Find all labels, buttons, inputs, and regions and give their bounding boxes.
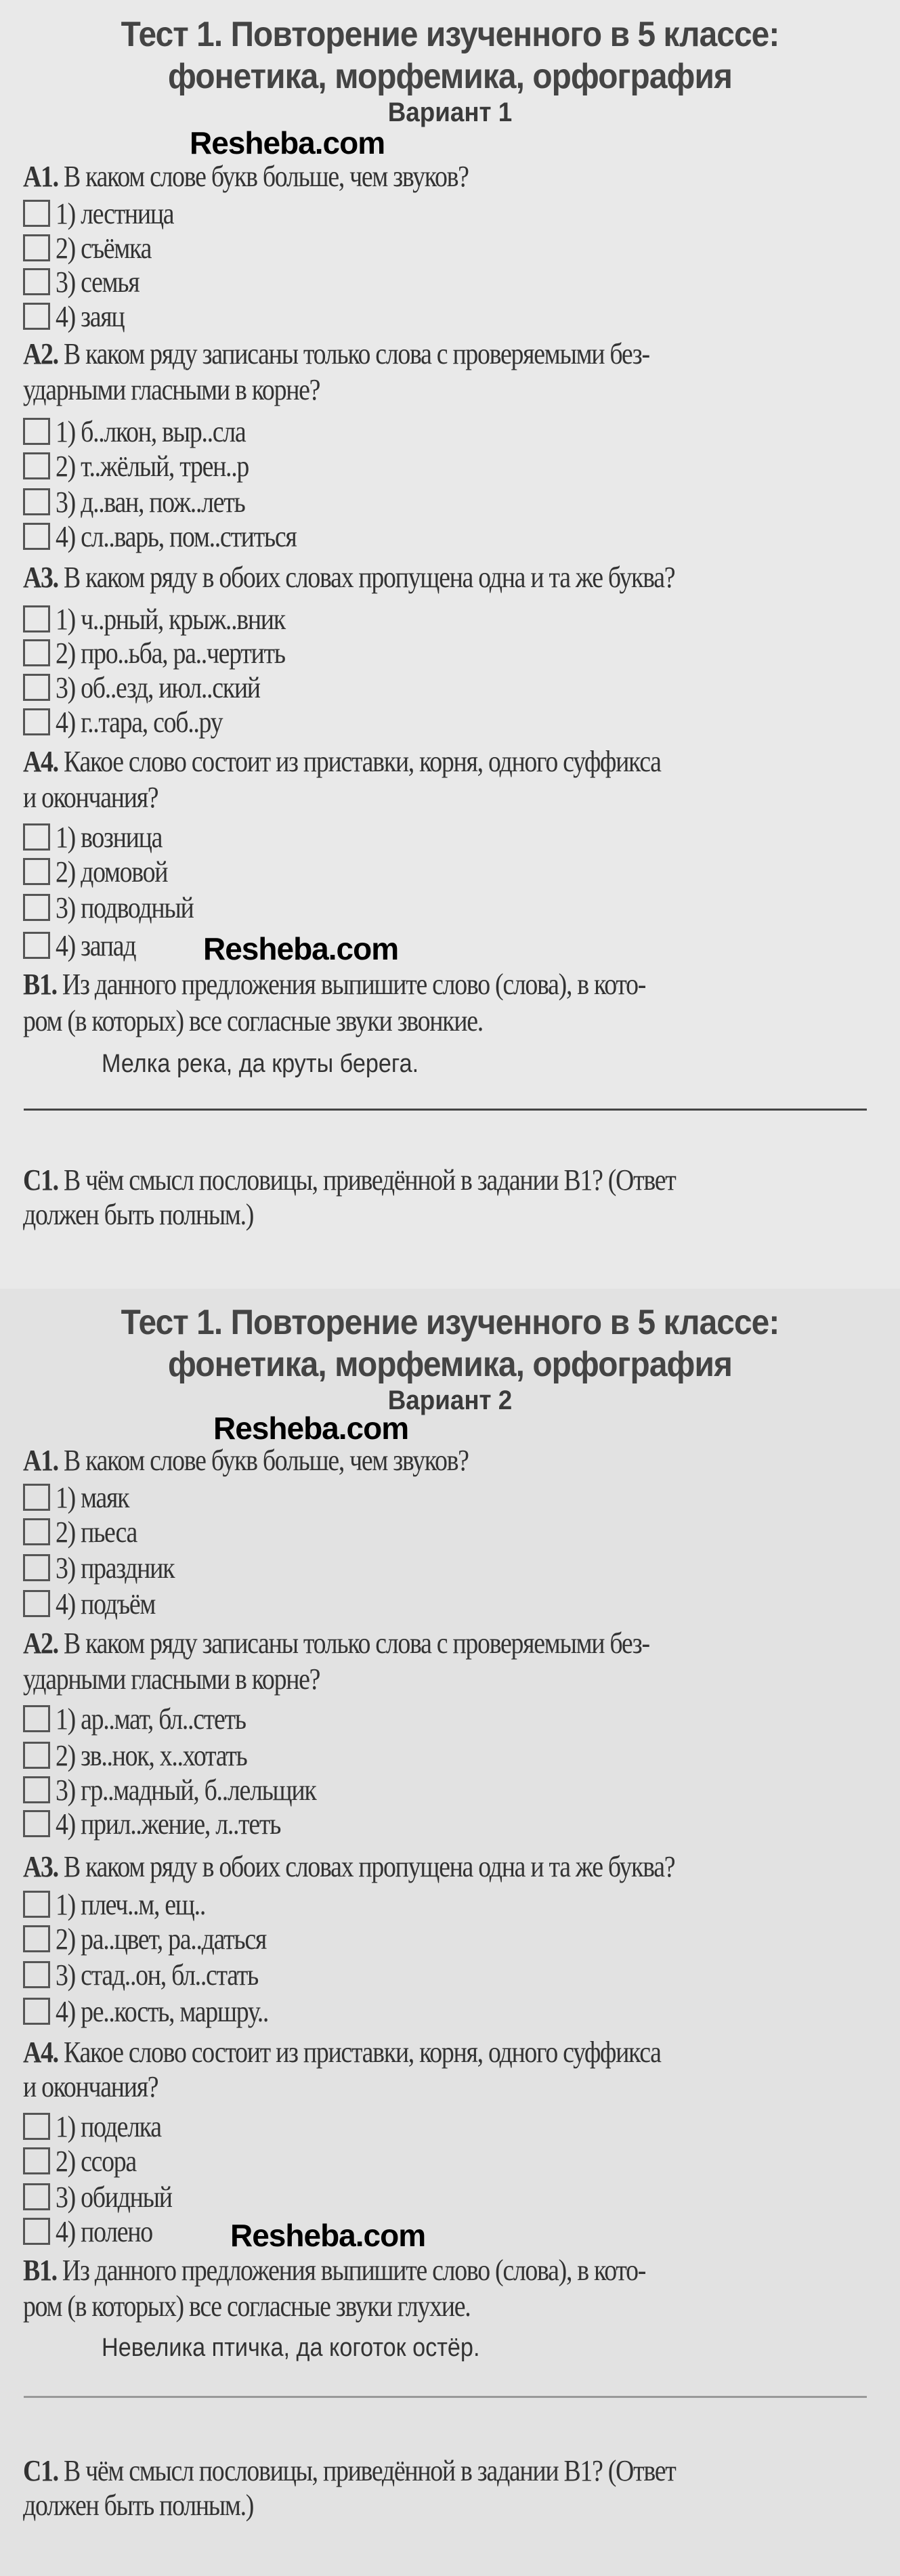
option-label: 1) ар..мат, бл..стеть — [56, 1702, 246, 1736]
question-a2-cont: ударными гласными в корне? — [23, 1662, 320, 1696]
checkbox[interactable] — [23, 1705, 50, 1732]
checkbox[interactable] — [23, 200, 50, 227]
answer-option[interactable] — [23, 264, 152, 299]
checkbox[interactable] — [23, 1961, 50, 1988]
question-b1-cont: ром (в которых) все согласные звуки глухие. — [23, 2290, 471, 2323]
option-label: 4) запад — [56, 928, 136, 962]
question-text: Какое слово состоит из приставки, корня, одного суффикса — [64, 745, 661, 778]
question-c1-cont: должен быть полным.) — [23, 2489, 254, 2522]
question-text: В чём смысл пословицы, приведённой в задании В1? (Ответ — [64, 2454, 676, 2487]
answer-option[interactable] — [23, 1806, 317, 1841]
question-a2 — [23, 337, 649, 372]
option-label: 1) плеч..м, ещ.. — [56, 1887, 206, 1921]
question-c1 — [23, 2453, 675, 2489]
variant-heading: Вариант 1 — [387, 98, 513, 127]
question-a2-cont: ударными гласными в корне? — [23, 373, 320, 406]
test-subtitle: фонетика, морфемика, орфография — [168, 57, 732, 96]
question-text: В чём смысл пословицы, приведённой в задании В1? (Ответ — [64, 1163, 676, 1197]
question-a1 — [23, 159, 469, 194]
question-number: А2. — [23, 1627, 58, 1660]
question-a4-cont: и окончания? — [23, 781, 158, 814]
checkbox[interactable] — [23, 858, 50, 885]
checkbox[interactable] — [23, 1998, 50, 2025]
checkbox[interactable] — [23, 823, 50, 851]
question-c1-cont: должен быть полным.) — [23, 1198, 254, 1231]
option-label: 3) гр..мадный, б..лельщик — [56, 1773, 316, 1807]
option-label: 3) д..ван, пож..леть — [56, 485, 245, 519]
option-label: 2) ссора — [56, 2144, 136, 2178]
watermark: Resheba.com — [203, 931, 399, 966]
question-text: В каком слове букв больше, чем звуков? — [64, 1444, 469, 1477]
question-text: В каком ряду в обоих словах пропущена одна и та же буква? — [64, 1850, 675, 1883]
option-label: 4) подъём — [56, 1587, 156, 1620]
answer-option[interactable] — [23, 230, 167, 265]
checkbox[interactable] — [23, 1891, 50, 1918]
question-text: В каком ряду записаны только слова с проверяемыми без- — [64, 337, 649, 370]
checkbox[interactable] — [23, 1776, 50, 1803]
answer-option[interactable] — [23, 2143, 149, 2178]
option-label: 1) ч..рный, крыж..вник — [56, 602, 285, 636]
option-label: 1) маяк — [56, 1480, 129, 1514]
answer-option[interactable] — [23, 448, 280, 484]
checkbox[interactable] — [23, 1590, 50, 1617]
question-number: В1. — [23, 968, 57, 1001]
checkbox[interactable] — [23, 1810, 50, 1837]
answer-option[interactable] — [23, 704, 249, 739]
checkbox[interactable] — [23, 452, 50, 479]
question-number: А1. — [23, 1444, 58, 1477]
checkbox[interactable] — [23, 1518, 50, 1545]
checkbox[interactable] — [23, 639, 50, 666]
answer-option[interactable] — [23, 1738, 278, 1773]
checkbox[interactable] — [23, 234, 50, 261]
answer-option[interactable] — [23, 928, 148, 963]
answer-option[interactable] — [23, 2109, 178, 2144]
option-label: 4) г..тара, соб..ру — [56, 705, 223, 739]
option-label: 1) возница — [56, 820, 163, 854]
answer-option[interactable] — [23, 1957, 291, 1992]
answer-option[interactable] — [23, 519, 335, 554]
answer-option[interactable] — [23, 1701, 276, 1736]
option-label: 2) пьеса — [56, 1515, 137, 1549]
option-label: 2) т..жёлый, трен..р — [56, 449, 249, 483]
watermark: Resheba.com — [230, 2218, 426, 2253]
checkbox[interactable] — [23, 1742, 50, 1769]
answer-option[interactable] — [23, 2179, 191, 2214]
checkbox[interactable] — [23, 488, 50, 515]
test-title: Тест 1. Повторение изученного в 5 классе: — [121, 1303, 779, 1342]
checkbox[interactable] — [23, 2218, 50, 2245]
checkbox[interactable] — [23, 1925, 50, 1952]
question-b1 — [23, 967, 645, 1002]
answer-option[interactable] — [23, 1514, 150, 1549]
option-label: 3) стад..он, бл..стать — [56, 1958, 258, 1992]
answer-option[interactable] — [23, 1772, 358, 1807]
proverb: Мелка река, да круты берега. — [102, 1050, 419, 1078]
option-label: 4) заяц — [56, 299, 125, 333]
answer-option[interactable] — [23, 854, 186, 889]
option-label: 1) поделка — [56, 2109, 161, 2143]
option-label: 4) полено — [56, 2214, 152, 2248]
answer-option[interactable] — [23, 670, 293, 705]
question-number: А2. — [23, 337, 58, 370]
question-number: В1. — [23, 2254, 57, 2287]
answer-option[interactable] — [23, 601, 322, 637]
option-label: 4) ре..кость, маршру.. — [56, 1994, 269, 2028]
option-label: 4) сл..варь, пом..ститься — [56, 519, 297, 553]
test-title: Тест 1. Повторение изученного в 5 классе: — [121, 15, 779, 54]
checkbox[interactable] — [23, 1554, 50, 1581]
option-label: 3) праздник — [56, 1551, 175, 1585]
question-number: А3. — [23, 1850, 58, 1883]
option-label: 3) обидный — [56, 2180, 172, 2214]
question-number: С1. — [23, 1163, 58, 1197]
checkbox[interactable] — [23, 894, 50, 921]
checkbox[interactable] — [23, 932, 50, 959]
answer-option[interactable] — [23, 1887, 230, 1922]
question-a4-cont: и окончания? — [23, 2070, 158, 2103]
checkbox[interactable] — [23, 303, 50, 330]
answer-option[interactable] — [23, 1921, 301, 1956]
answer-option[interactable] — [23, 1480, 141, 1515]
question-number: А4. — [23, 2036, 58, 2069]
proverb: Невелика птичка, да коготок остёр. — [102, 2334, 480, 2362]
question-a1 — [23, 1443, 469, 1478]
option-label: 1) лестница — [56, 196, 174, 230]
watermark: Resheba.com — [190, 125, 385, 160]
answer-option[interactable] — [23, 414, 276, 449]
option-label: 4) прил..жение, л..теть — [56, 1807, 281, 1841]
option-label: 2) про..ьба, ра..чертить — [56, 636, 285, 670]
question-text: Какое слово состоит из приставки, корня, одного суффикса — [64, 2036, 661, 2069]
answer-option[interactable] — [23, 299, 135, 334]
checkbox[interactable] — [23, 605, 50, 632]
option-label: 2) домовой — [56, 855, 168, 888]
answer-option[interactable] — [23, 1586, 171, 1621]
answer-line — [24, 1109, 867, 1111]
answer-option[interactable] — [23, 196, 193, 231]
answer-option[interactable] — [23, 1994, 303, 2029]
checkbox[interactable] — [23, 1484, 50, 1511]
answer-line — [24, 2396, 867, 2398]
option-label: 1) б..лкон, выр..сла — [56, 414, 246, 448]
question-b1 — [23, 2253, 645, 2288]
checkbox[interactable] — [23, 418, 50, 445]
option-label: 2) ра..цвет, ра..даться — [56, 1922, 266, 1956]
question-a4 — [23, 744, 661, 779]
option-label: 3) об..езд, июл..ский — [56, 670, 260, 704]
question-number: А1. — [23, 160, 58, 193]
checkbox[interactable] — [23, 2113, 50, 2140]
question-a3 — [23, 560, 674, 595]
watermark: Resheba.com — [213, 1411, 409, 1446]
question-text: В каком слове букв больше, чем звуков? — [64, 160, 469, 193]
question-b1-cont: ром (в которых) все согласные звуки звонкие. — [23, 1004, 483, 1037]
question-number: А4. — [23, 745, 58, 778]
question-a4 — [23, 2035, 661, 2070]
question-number: С1. — [23, 2454, 58, 2487]
option-label: 3) подводный — [56, 890, 194, 924]
answer-option[interactable] — [23, 1550, 194, 1585]
option-label: 2) зв..нок, х..хотать — [56, 1738, 247, 1772]
checkbox[interactable] — [23, 708, 50, 735]
checkbox[interactable] — [23, 268, 50, 295]
answer-option[interactable] — [23, 2214, 168, 2249]
question-text: Из данного предложения выпишите слово (слова), в кото- — [62, 968, 646, 1001]
option-label: 3) семья — [56, 265, 140, 299]
question-c1 — [23, 1163, 675, 1198]
checkbox[interactable] — [23, 2147, 50, 2174]
question-number: А3. — [23, 561, 58, 594]
checkbox[interactable] — [23, 523, 50, 550]
option-label: 2) съёмка — [56, 231, 152, 265]
question-a2 — [23, 1626, 649, 1661]
answer-option[interactable] — [23, 484, 276, 519]
question-text: В каком ряду записаны только слова с проверяемыми без- — [64, 1627, 649, 1660]
question-text: В каком ряду в обоих словах пропущена одна и та же буква? — [64, 561, 675, 594]
checkbox[interactable] — [23, 674, 50, 701]
question-text: Из данного предложения выпишите слово (слова), в кото- — [62, 2254, 646, 2287]
test-subtitle: фонетика, морфемика, орфография — [168, 1345, 732, 1384]
answer-option[interactable] — [23, 635, 322, 670]
checkbox[interactable] — [23, 2183, 50, 2210]
answer-option[interactable] — [23, 819, 179, 855]
answer-option[interactable] — [23, 890, 216, 925]
question-a3 — [23, 1849, 674, 1885]
variant-heading: Вариант 2 — [387, 1386, 513, 1415]
